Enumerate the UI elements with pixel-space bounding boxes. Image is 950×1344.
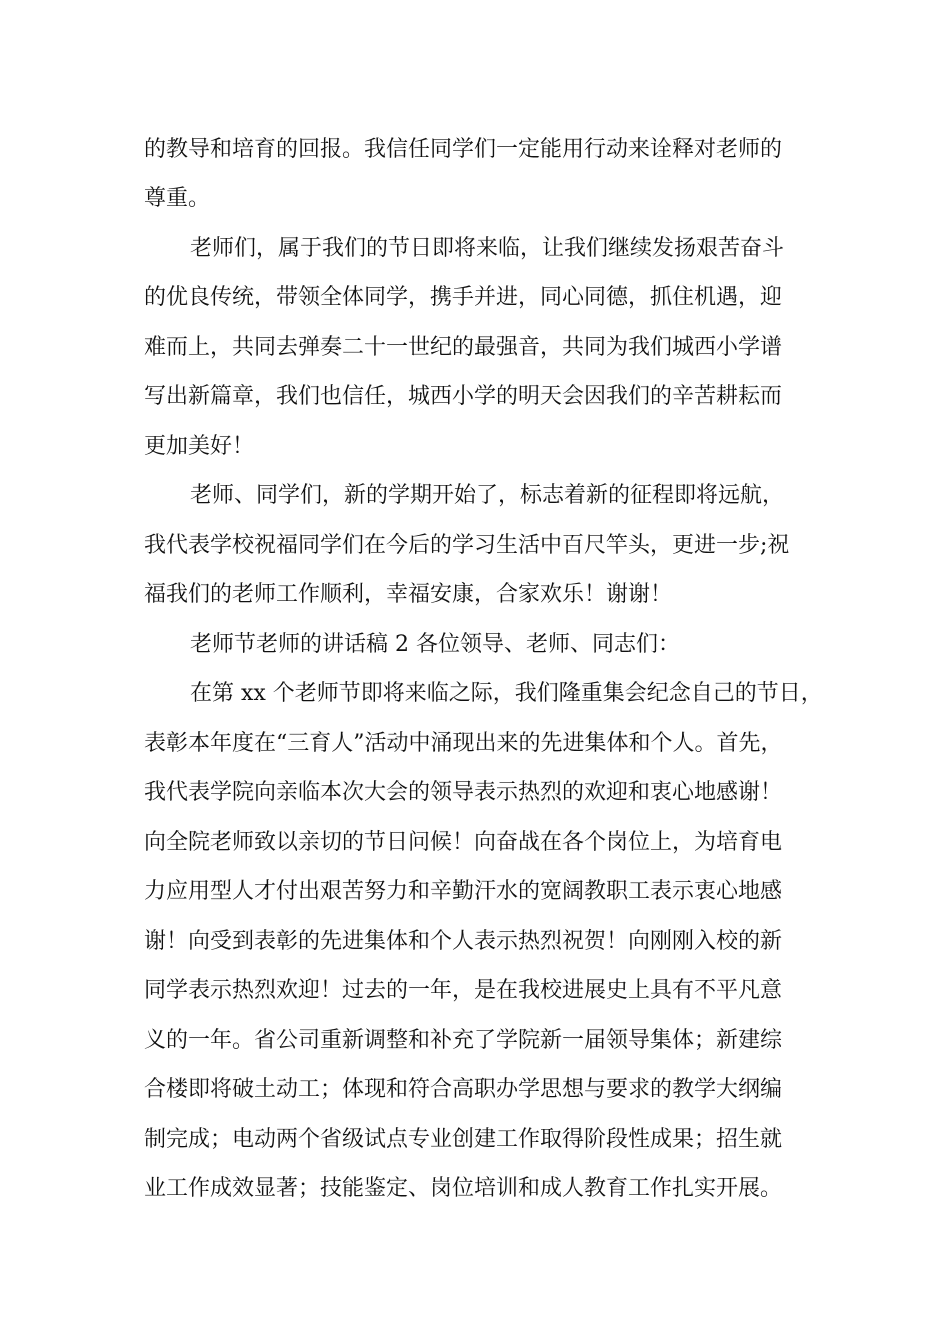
text-line bbox=[0, 872, 950, 912]
text-line bbox=[0, 278, 950, 318]
text-line-content: 的教导和培育的回报。我信任同学们一定能用行动来诠释对老师的 bbox=[144, 137, 783, 162]
text-line bbox=[0, 1169, 950, 1209]
text-line bbox=[0, 1021, 950, 1061]
text-line-content: 难而上，共同去弹奏二十一世纪的最强音，共同为我们城西小学谱 bbox=[144, 335, 783, 360]
text-line-content: 在第 xx 个老师节即将来临之际，我们隆重集会纪念自己的节日， bbox=[190, 681, 823, 706]
text-line-content: 写出新篇章，我们也信任，城西小学的明天会因我们的辛苦耕耘而 bbox=[144, 384, 783, 409]
text-line bbox=[0, 526, 950, 566]
text-line bbox=[0, 575, 950, 615]
text-line bbox=[0, 328, 950, 368]
text-line-content: 尊重。 bbox=[144, 186, 211, 211]
text-line-content: 合楼即将破土动工；体现和符合高职办学思想与要求的教学大纲编 bbox=[144, 1077, 783, 1102]
text-line bbox=[0, 229, 950, 269]
text-line-content: 的优良传统，带领全体同学，携手并进，同心同德，抓住机遇，迎 bbox=[144, 285, 783, 310]
text-line-content: 向全院老师致以亲切的节日问候！向奋战在各个岗位上，为培育电 bbox=[144, 830, 783, 855]
text-line-content: 业工作成效显著；技能鉴定、岗位培训和成人教育工作扎实开展。 bbox=[144, 1176, 783, 1201]
text-line bbox=[0, 179, 950, 219]
text-line-content: 老师们，属于我们的节日即将来临，让我们继续发扬艰苦奋斗 bbox=[190, 236, 785, 261]
text-line bbox=[0, 1120, 950, 1160]
text-line-content: 同学表示热烈欢迎！过去的一年，是在我校进展史上具有不平凡意 bbox=[144, 978, 783, 1003]
text-line-content: 谢！向受到表彰的先进集体和个人表示热烈祝贺！向刚刚入校的新 bbox=[144, 929, 783, 954]
text-line bbox=[0, 476, 950, 516]
text-line bbox=[0, 922, 950, 962]
text-line bbox=[0, 625, 950, 665]
text-line-content: 福我们的老师工作顺利，幸福安康，合家欢乐！谢谢！ bbox=[144, 582, 673, 607]
text-line-content: 制完成；电动两个省级试点专业创建工作取得阶段性成果；招生就 bbox=[144, 1127, 783, 1152]
text-line bbox=[0, 971, 950, 1011]
text-line-content: 力应用型人才付出艰苦努力和辛勤汗水的宽阔教职工表示衷心地感 bbox=[144, 879, 783, 904]
text-line bbox=[0, 674, 950, 714]
text-line bbox=[0, 724, 950, 764]
text-line-content: 我代表学院向亲临本次大会的领导表示热烈的欢迎和衷心地感谢！ bbox=[144, 780, 783, 805]
text-line bbox=[0, 823, 950, 863]
text-line-content: 老师、同学们，新的学期开始了，标志着新的征程即将远航， bbox=[190, 483, 785, 508]
text-line bbox=[0, 130, 950, 170]
text-line-content: 老师节老师的讲话稿 2 各位领导、老师、同志们： bbox=[190, 632, 680, 657]
text-line bbox=[0, 773, 950, 813]
text-line-content: 我代表学校祝福同学们在今后的学习生活中百尺竿头，更进一步;祝 bbox=[144, 533, 790, 558]
text-line bbox=[0, 427, 950, 467]
text-line-content: 义的一年。省公司重新调整和补充了学院新一届领导集体；新建综 bbox=[144, 1028, 783, 1053]
text-line-content: 表彰本年度在“三育人”活动中涌现出来的先进集体和个人。首先， bbox=[144, 731, 783, 756]
text-line-content: 更加美好！ bbox=[144, 434, 255, 459]
text-line bbox=[0, 1070, 950, 1110]
text-line bbox=[0, 377, 950, 417]
